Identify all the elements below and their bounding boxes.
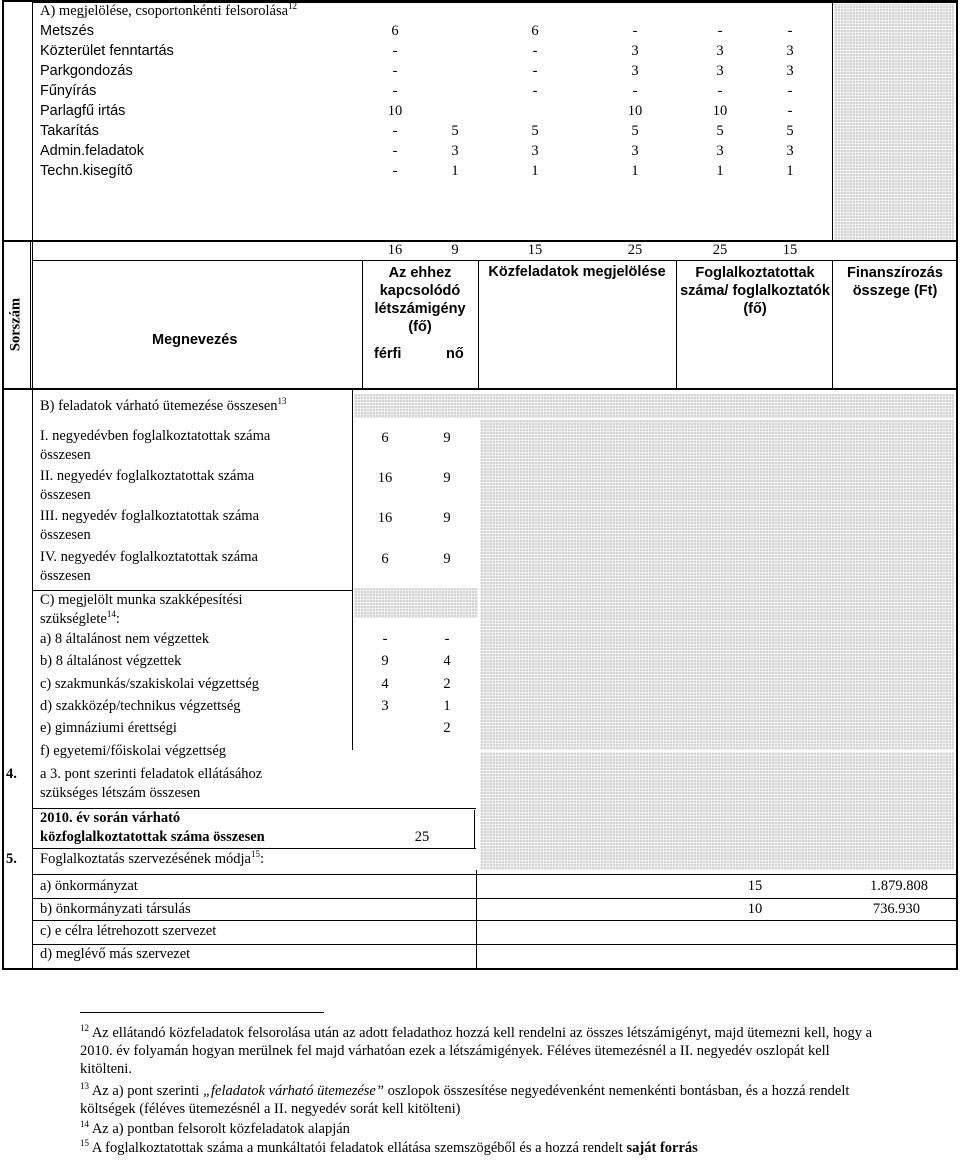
cell: - [532, 83, 538, 99]
list-item: Parkgondozás [40, 63, 133, 79]
cell: - [787, 23, 793, 39]
cell: - [392, 43, 398, 59]
list-item: Közterület fenntartás [40, 43, 174, 59]
cell: - [392, 63, 398, 79]
cell-ferfi: 3 [381, 698, 389, 714]
row-label: b) 8 általánost végzettek [40, 653, 182, 669]
cell: 3 [786, 63, 794, 79]
cell: - [392, 123, 398, 139]
cell-amount: 1.879.808 [870, 878, 928, 894]
footnote-15: $^{15}$ A foglalkoztatottak száma a munkáltatói feladatok ellátása szemszögéből és a hozzá rendelt saját forrás [80, 1138, 698, 1156]
footnote-14: $^{14}$ Az a) pontban felsorolt közfeladatok alapján [80, 1119, 350, 1137]
cell: - [532, 43, 538, 59]
cell: 3 [716, 43, 724, 59]
row-4-number: 4. [6, 766, 17, 782]
header-megnevezes: Megnevezés [152, 332, 238, 348]
shaded-area-b [354, 394, 954, 418]
header-finanszirozas: Finanszírozás összege (Ft) [847, 265, 943, 299]
cell: 10 [712, 103, 728, 119]
section-c-title: C) megjelölt munka szakképesítési [40, 592, 243, 608]
row-label: f) egyetemi/főiskolai végzettség [40, 743, 227, 759]
total-no: 9 [451, 242, 459, 258]
cell: 1 [631, 163, 639, 179]
row-4-bold-label-cont: közfoglalkoztatottak száma összesen [40, 829, 265, 845]
cell: 3 [531, 143, 539, 159]
row-4-value: 25 [414, 829, 430, 845]
shaded-cell-top-right [834, 4, 954, 240]
cell: - [717, 23, 723, 39]
cell: - [392, 163, 398, 179]
cell-no: 9 [443, 510, 451, 526]
cell: - [532, 63, 538, 79]
row-4-label: a 3. pont szerinti feladatok ellátásához [40, 766, 263, 782]
row-label: III. negyedév foglalkoztatottak száma [40, 508, 260, 524]
row-label: I. negyedévben foglalkoztatottak száma [40, 428, 271, 444]
cell: 3 [786, 43, 794, 59]
footnote-separator [80, 1012, 324, 1013]
cell: - [392, 83, 398, 99]
row-label-cont: összesen [40, 568, 91, 584]
row-4-label-cont: szükséges létszám összesen [40, 785, 201, 801]
shaded-area-b-rows [480, 420, 954, 750]
list-item: Techn.kisegítő [40, 163, 133, 179]
row-label: II. negyedév foglalkoztatottak száma [40, 468, 255, 484]
cell: 6 [531, 23, 539, 39]
cell: 5 [716, 123, 724, 139]
cell: 3 [451, 143, 459, 159]
shaded-area-row4 [480, 752, 954, 870]
row-label: b) önkormányzati társulás [40, 901, 191, 917]
cell: 5 [631, 123, 639, 139]
cell: 10 [387, 103, 403, 119]
row-label: a) 8 általánost nem végzettek [40, 631, 210, 647]
list-item: Fűnyírás [40, 83, 97, 99]
cell: - [632, 83, 638, 99]
cell-count: 10 [747, 901, 763, 917]
footnote-13: $^{13}$ Az a) pont szerinti „feladatok várható ütemezése” oszlopok összesítése negyedévenként nemenkénti bontásban, és a hozzá rendelt költségek (féléves ütemezésnél a II. negyedév sorát kell kitölteni) [80, 1081, 850, 1117]
section-b-title: B) feladatok várható ütemezése összesen$^{13}$ [40, 396, 287, 414]
cell: 3 [631, 43, 639, 59]
cell: 1 [716, 163, 724, 179]
list-item: Metszés [40, 23, 94, 39]
row-5-title: Foglalkoztatás szervezésének módja$^{15}$: [40, 849, 265, 867]
cell: 5 [451, 123, 459, 139]
cell-ferfi: 16 [377, 510, 393, 526]
cell: 5 [531, 123, 539, 139]
cell-ferfi: - [382, 631, 388, 647]
total-ferfi: 16 [387, 242, 403, 258]
cell: - [787, 103, 793, 119]
cell: 10 [627, 103, 643, 119]
section-c-title-cont: szükséglete$^{14}$: [40, 609, 120, 627]
row-label: c) szakmunkás/szakiskolai végzettség [40, 676, 260, 692]
cell-no: - [444, 631, 450, 647]
cell-ferfi: 9 [381, 653, 389, 669]
total-col6: 15 [782, 242, 798, 258]
shaded-area-c [354, 588, 478, 618]
cell: 3 [786, 143, 794, 159]
cell: 1 [786, 163, 794, 179]
row-label-cont: összesen [40, 487, 91, 503]
cell: 3 [631, 143, 639, 159]
cell: 6 [391, 23, 399, 39]
cell: 3 [716, 143, 724, 159]
cell-ferfi: 6 [381, 430, 389, 446]
row-5-number: 5. [6, 851, 17, 867]
cell: - [632, 23, 638, 39]
header-kozfeladatok: Közfeladatok megjelölése [488, 264, 666, 280]
row-4-bold-label: 2010. év során várható [40, 810, 181, 826]
cell: 5 [786, 123, 794, 139]
header-letszamigeny: Az ehhez kapcsolódó létszámigény (fő) [374, 265, 466, 335]
cell-count: 15 [747, 878, 763, 894]
cell: 1 [451, 163, 459, 179]
cell-no: 9 [443, 551, 451, 567]
cell-no: 9 [443, 430, 451, 446]
row-label-cont: összesen [40, 447, 91, 463]
row-label: a) önkormányzat [40, 878, 138, 894]
row-label-cont: összesen [40, 527, 91, 543]
row-label: e) gimnáziumi érettségi [40, 720, 177, 736]
cell: - [717, 83, 723, 99]
cell-no: 9 [443, 470, 451, 486]
cell-ferfi: 4 [381, 676, 389, 692]
cell-no: 4 [443, 653, 451, 669]
list-item: Takarítás [40, 123, 99, 139]
header-no: nő [446, 346, 464, 362]
cell: - [392, 143, 398, 159]
header-foglalkoztatottak: Foglalkoztatottak száma/ foglalkoztatók (fő) [680, 265, 830, 317]
cell-ferfi: 16 [377, 470, 393, 486]
cell-no: 1 [443, 698, 451, 714]
cell: 3 [631, 63, 639, 79]
row-label: d) szakközép/technikus végzettség [40, 698, 241, 714]
cell-ferfi: 6 [381, 551, 389, 567]
row-label: c) e célra létrehozott szervezet [40, 923, 217, 939]
cell-no: 2 [443, 676, 451, 692]
section-a-title: A) megjelölése, csoportonkénti felsorolása$^{12}$ [40, 1, 298, 19]
cell-no: 2 [443, 720, 451, 736]
list-item: Parlagfű irtás [40, 103, 126, 119]
cell: 3 [716, 63, 724, 79]
total-col5: 25 [712, 242, 728, 258]
row-label: d) meglévő más szervezet [40, 946, 191, 962]
header-ferfi: férfi [374, 346, 402, 362]
cell: 1 [531, 163, 539, 179]
total-kozfeladat: 15 [527, 242, 543, 258]
cell: - [787, 83, 793, 99]
total-col4: 25 [627, 242, 643, 258]
cell-amount: 736.930 [872, 901, 920, 917]
list-item: Admin.feladatok [40, 143, 144, 159]
header-sorszam: Sorszám [7, 297, 24, 352]
row-label: IV. negyedév foglalkoztatottak száma [40, 549, 258, 565]
footnote-12: $^{12}$ Az ellátandó közfeladatok felsorolása után az adott feladathoz hozzá kell rendelni az összes létszámigényt, majd ütemezni kell, hogy a 2010. év folyamán hogyan merülnek fel majd várhatóan ezek a létszámigények. Féléves ütemezésnél a II. negyedév oszlopát kell kitölteni. [80, 1023, 873, 1077]
